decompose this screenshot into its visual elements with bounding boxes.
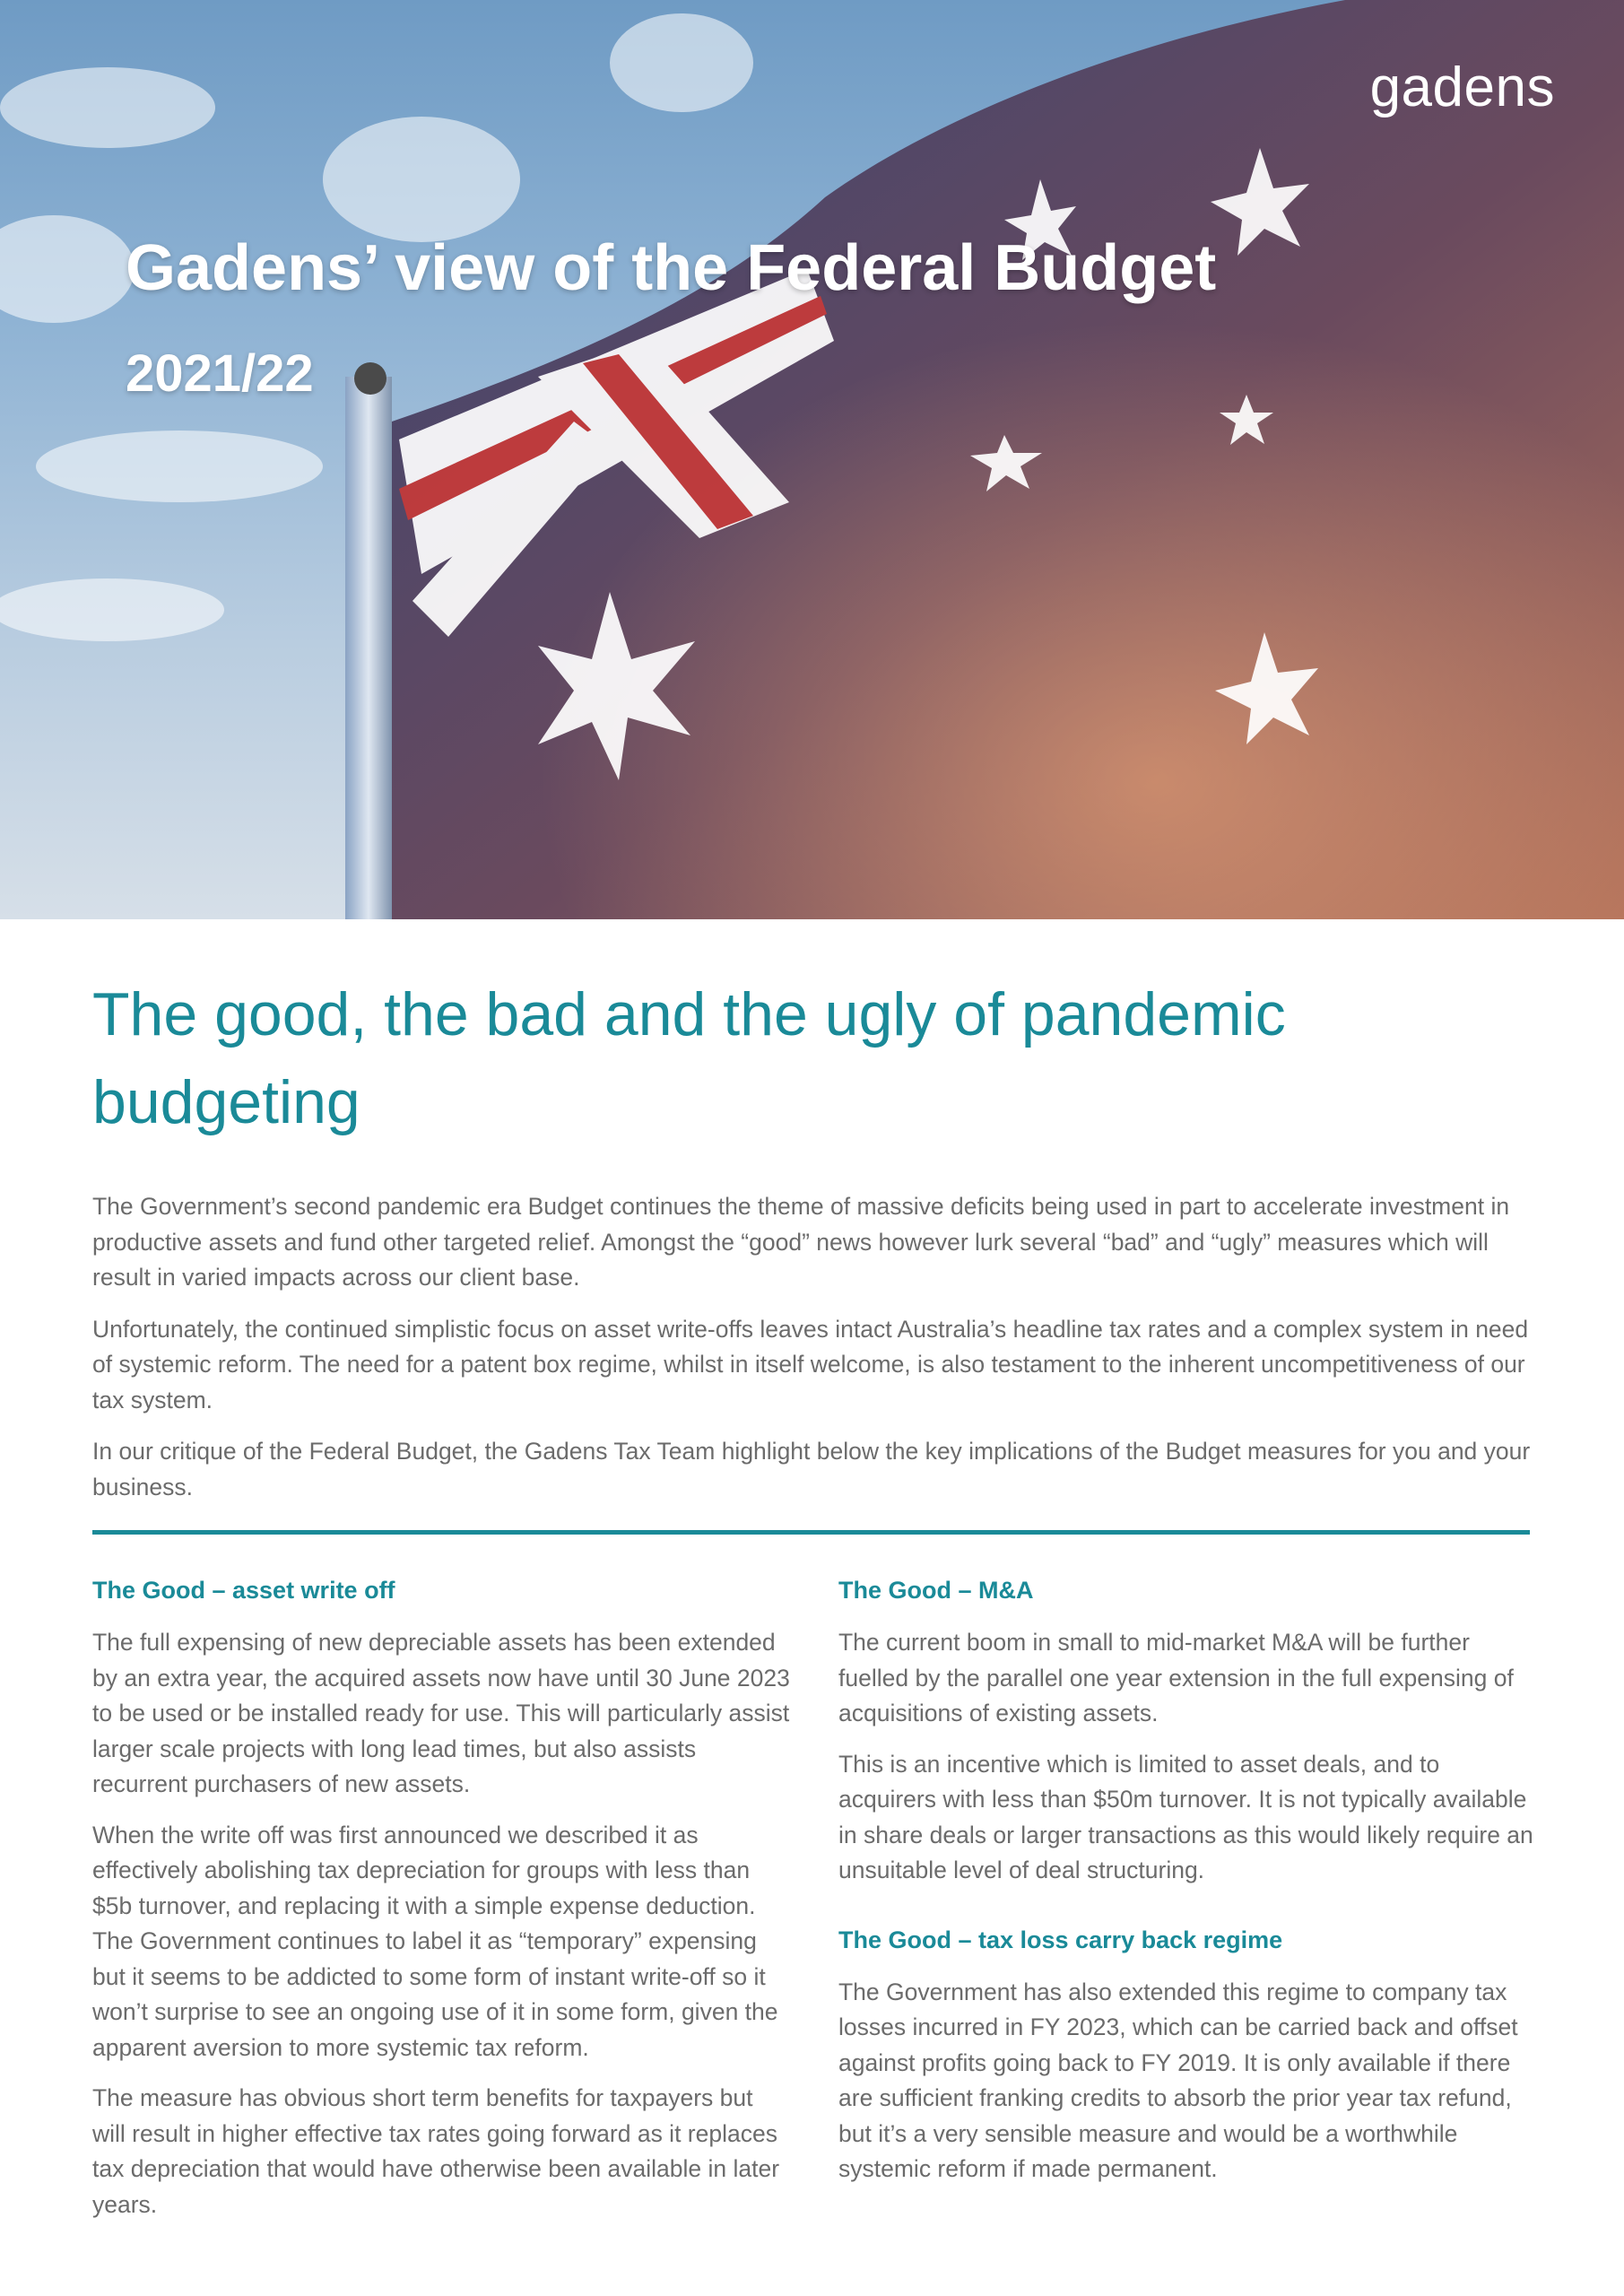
- headline-line-2: budgeting: [92, 1068, 360, 1136]
- section-title-m-and-a: The Good – M&A: [838, 1577, 1034, 1604]
- flag-pole: [345, 377, 392, 919]
- hero-title: Gadens’ view of the Federal Budget: [126, 232, 1217, 304]
- intro-paragraph-2: Unfortunately, the continued simplistic focus on asset write-offs leaves intact Australia’s headline tax rates and a complex system in need of systemic reform. The need for a patent box regime, whilst in itself welcome, is also testament to the inherent uncompetitiveness of our tax system.: [92, 1315, 1529, 1413]
- left-column: [92, 1573, 792, 2238]
- asset-write-off-paragraph-2: When the write off was first announced we described it as effectively abolishing tax depreciation for groups with less than $5b turnover, and replacing it with a simple expense deduction. The Government continues to label it as “temporary” expensing but it seems to be addicted to some form of instant write-off so it won’t surprise to see an ongoing use of it in some form, given the apparent aversion to more systemic tax reform.: [92, 1821, 778, 2061]
- intro-section: [92, 1189, 1545, 1521]
- hero-year: 2021/22: [126, 344, 314, 403]
- section-divider: [92, 1530, 1530, 1535]
- headline-line-1: The good, the bad and the ugly of pandemic: [92, 980, 1286, 1048]
- hero-banner: [0, 0, 1624, 919]
- asset-write-off-paragraph-1: The full expensing of new depreciable assets has been extended by an extra year, the acquired assets now have until 30 June 2023 to be used or be installed ready for use. This will particularly assist larger scale projects with long lead times, but also assists recurrent purchasers of new assets.: [92, 1629, 790, 1797]
- australian-flag-image: [0, 0, 1624, 919]
- page-headline: [92, 970, 1527, 1146]
- tax-loss-paragraph: The Government has also extended this regime to company tax losses incurred in FY 2023, which can be carried back and offset against profits going back to FY 2019. It is only available if there are sufficient franking credits to absorb the prior year tax refund, but it’s a very sensible measure and would be a worthwhile systemic reform if made permanent.: [838, 1978, 1518, 2182]
- intro-paragraph-3: In our critique of the Federal Budget, the Gadens Tax Team highlight below the key implications of the Budget measures for you and your business.: [92, 1438, 1531, 1500]
- m-and-a-paragraph-1: The current boom in small to mid-market M&A will be further fuelled by the parallel one year extension in the full expensing of acquisitions of existing assets.: [838, 1629, 1514, 1726]
- gadens-logo: gadens: [1369, 57, 1555, 118]
- right-column: [838, 1573, 1538, 2203]
- section-title-asset-write-off: The Good – asset write off: [92, 1577, 395, 1604]
- section-title-tax-loss-carry-back: The Good – tax loss carry back regime: [838, 1926, 1283, 1953]
- asset-write-off-paragraph-3: The measure has obvious short term benefits for taxpayers but will result in higher effective tax rates going forward as it replaces tax depreciation that would have otherwise been available in later years.: [92, 2084, 780, 2218]
- intro-paragraph-1: The Government’s second pandemic era Budget continues the theme of massive deficits being used in part to accelerate investment in productive assets and fund other targeted relief. Amongst the “good” news however lurk several “bad” and “ugly” measures which will result in varied impacts across our client base.: [92, 1193, 1510, 1291]
- m-and-a-paragraph-2: This is an incentive which is limited to asset deals, and to acquirers with less than $50m turnover. It is not typically available in share deals or larger transactions as this would likely require an unsuitable level of deal structuring.: [838, 1750, 1533, 1883]
